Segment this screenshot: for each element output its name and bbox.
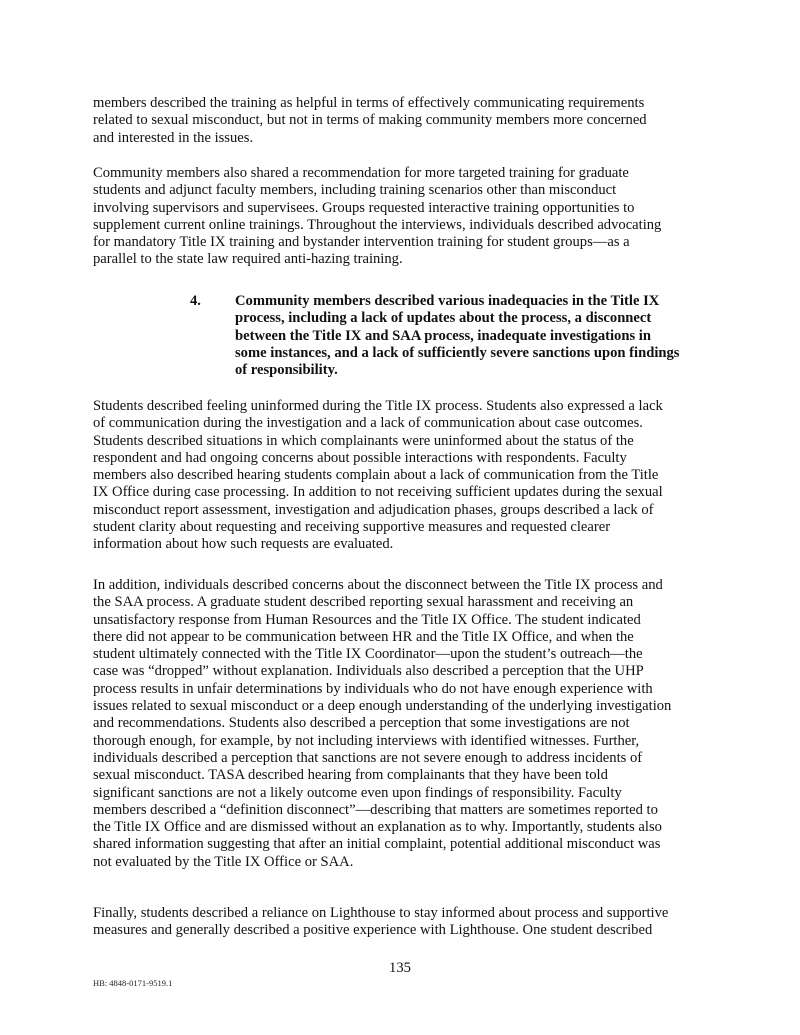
page-number: 135	[389, 960, 411, 976]
text-line: Community members also shared a recommendation for more targeted training for graduate	[93, 165, 629, 181]
text-line: misconduct report assessment, investigation and adjudication phases, groups described a lack of	[93, 501, 654, 518]
heading-text	[235, 293, 705, 379]
text-line: IX Office during case processing. In addition to not receiving sufficient updates during the sexual	[93, 484, 663, 501]
text-line: respondent and had ongoing concerns about possible interactions with respondents. Faculty	[93, 449, 627, 466]
text-line: there did not appear to be communication between HR and the Title IX Office, and when the	[93, 628, 634, 645]
paragraph-uninformed	[93, 398, 705, 554]
text-line: information about how such requests are evaluated.	[93, 536, 394, 553]
text-line: student clarity about requesting and receiving supportive measures and requested clearer	[93, 519, 611, 536]
paragraph-lighthouse	[93, 905, 705, 940]
heading-line: Community members described various inadequacies in the Title IX	[235, 293, 660, 309]
text-line: Students described situations in which complainants were uninformed about the status of the	[93, 432, 634, 449]
text-line: Finally, students described a reliance on Lighthouse to stay informed about process and supportive	[93, 905, 669, 921]
text-line: significant sanctions are not a likely outcome even upon findings of responsibility. Faculty	[93, 784, 622, 801]
paragraph-targeted-training	[93, 165, 705, 269]
text-line: members also described hearing students complain about a lack of communication from the Title	[93, 467, 659, 484]
text-line: In addition, individuals described concerns about the disconnect between the Title IX process and	[93, 577, 663, 593]
document-id: HB: 4848-0171-9519.1	[93, 978, 173, 988]
paragraph-training-helpful	[93, 95, 705, 147]
text-line: unsatisfactory response from Human Resources and the Title IX Office. The student indicated	[93, 611, 641, 628]
heading-line: process, including a lack of updates about the process, a disconnect	[235, 310, 652, 327]
text-line: members described a “definition disconnect”—describing that matters are sometimes reported to	[93, 801, 658, 818]
text-line: supplement current online trainings. Throughout the interviews, individuals described advocating	[93, 216, 662, 233]
text-line: measures and generally described a positive experience with Lighthouse. One student described	[93, 922, 653, 939]
text-line: and recommendations. Students also described a perception that some investigations are not	[93, 715, 630, 732]
heading-number: 4.	[190, 293, 201, 309]
text-line: members described the training as helpful in terms of effectively communicating requirements	[93, 95, 645, 111]
text-line: shared information suggesting that after an initial complaint, potential additional misconduct was	[93, 836, 661, 853]
heading-line: of responsibility.	[235, 362, 338, 379]
text-line: related to sexual misconduct, but not in terms of making community members more concerned	[93, 112, 647, 129]
paragraph-disconnect	[93, 577, 705, 871]
text-line: of communication during the investigation and a lack of communication about case outcomes.	[93, 415, 643, 432]
text-line: not evaluated by the Title IX Office or SAA.	[93, 853, 354, 870]
text-line: for mandatory Title IX training and bystander intervention training for student groups—as a	[93, 234, 630, 251]
text-line: involving supervisors and supervisees. Groups requested interactive training opportunities to	[93, 199, 635, 216]
text-line: Students described feeling uninformed during the Title IX process. Students also expressed a lack	[93, 398, 663, 414]
text-line: issues related to sexual misconduct or a deep enough understanding of the underlying investigation	[93, 698, 672, 715]
text-line: case was “dropped” without explanation. Individuals also described a perception that the UHP	[93, 663, 644, 680]
text-line: process results in unfair determinations by individuals who do not have enough experience with	[93, 680, 653, 697]
text-line: parallel to the state law required anti-hazing training.	[93, 251, 403, 268]
text-line: individuals described a perception that sanctions are not severe enough to address incidents of	[93, 749, 643, 766]
text-line: the Title IX Office and are dismissed without an explanation as to why. Importantly, students also	[93, 819, 662, 836]
heading-line: between the Title IX and SAA process, inadequate investigations in	[235, 327, 651, 344]
text-line: student ultimately connected with the Title IX Coordinator—upon the student’s outreach—the	[93, 646, 643, 663]
heading-line: some instances, and a lack of sufficiently severe sanctions upon findings	[235, 344, 680, 361]
text-line: thorough enough, for example, by not including interviews with identified witnesses. Further,	[93, 732, 640, 749]
text-line: and interested in the issues.	[93, 129, 254, 146]
text-line: students and adjunct faculty members, including training scenarios other than misconduct	[93, 182, 617, 199]
text-line: sexual misconduct. TASA described hearing from complainants that they have been told	[93, 767, 608, 784]
text-line: the SAA process. A graduate student described reporting sexual harassment and receiving an	[93, 594, 634, 611]
